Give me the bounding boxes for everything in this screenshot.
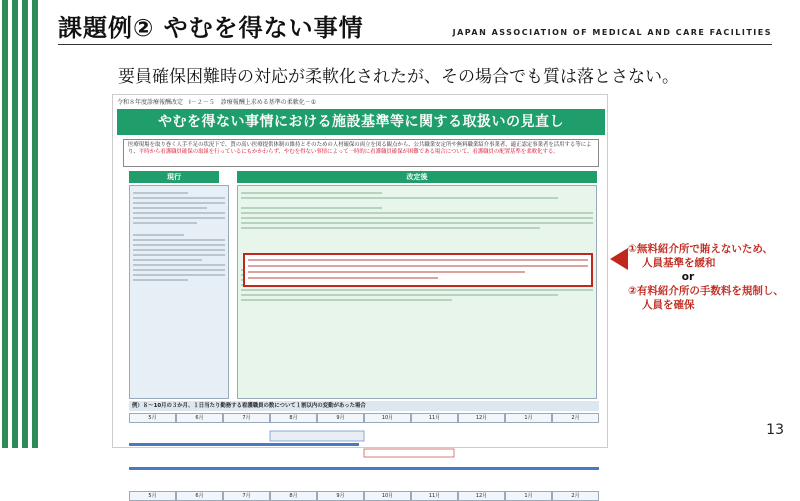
- callout-arrow: [610, 248, 628, 270]
- month-cell: 10月: [364, 413, 411, 423]
- month-cell: 9月: [317, 413, 364, 423]
- month-cell: 6月: [176, 491, 223, 501]
- title-rule: [58, 44, 772, 45]
- document-header: 令和８年度診療報酬改定 Ⅰ－２－５ 診療報酬上求める基準の柔軟化－①: [117, 99, 317, 106]
- revised-pane: [237, 185, 597, 399]
- intro-text-red: 平時から看護職員確保の取組を行っているにもかかわらず、やむを得ない事情によって一時的に看護職員確保が困難である場合について、看護職員の配置基準を柔軟化する。: [138, 149, 559, 155]
- callout-line-4: 人員を確保: [642, 299, 695, 311]
- highlighted-text-lines: [245, 259, 591, 279]
- month-cell: 2月: [552, 491, 599, 501]
- month-cell: 9月: [317, 491, 364, 501]
- month-cell: 1月: [505, 413, 552, 423]
- intro-text: 医療現場を取り巻く人手不足の状況下で、質の高い医療提供体制の維持とそのための人材確保の両立を図る観点から、公共職業安定所や無料職業紹介事業者、適正認定事業者を活用する等により、: [128, 142, 592, 155]
- month-cell: 8月: [270, 413, 317, 423]
- month-cell: 1月: [505, 491, 552, 501]
- slide-subtitle: 要員確保困難時の対応が柔軟化されたが、その場合でも質は落とさない。: [118, 67, 679, 87]
- organization-name: JAPAN ASSOCIATION OF MEDICAL AND CARE FACILITIES: [452, 28, 772, 37]
- current-text-lines: [133, 192, 225, 281]
- current-pane: [129, 185, 229, 399]
- month-cell: 2月: [552, 413, 599, 423]
- document-banner: やむを得ない事情における施設基準等に関する取扱いの見直し: [117, 109, 605, 135]
- callout-note: [628, 242, 798, 312]
- callout-or: or: [681, 271, 695, 283]
- month-cell: 11月: [411, 491, 458, 501]
- example-label: 例）８～10月の３か月、１日当たり勤務する看護職員の数について１割以内の変動があった場合: [129, 401, 599, 411]
- page-number: 13: [766, 422, 784, 438]
- callout-line-2: 人員基準を緩和: [642, 257, 716, 269]
- month-cell: 8月: [270, 491, 317, 501]
- month-cell: 6月: [176, 413, 223, 423]
- slide-title: 課題例② やむを得ない事情: [58, 14, 364, 42]
- month-cell: 7月: [223, 413, 270, 423]
- month-cell: 5月: [129, 413, 176, 423]
- revised-header: 改定後: [237, 171, 597, 183]
- month-cell: 12月: [458, 491, 505, 501]
- month-cell: 7月: [223, 491, 270, 501]
- embedded-document: [112, 94, 608, 499]
- month-cell: 5月: [129, 491, 176, 501]
- months-row: [129, 413, 599, 423]
- callout-line-1: ①無料紹介所で賄えないため、: [628, 243, 773, 255]
- month-cell: 11月: [411, 413, 458, 423]
- current-header: 現行: [129, 171, 219, 183]
- timeline-diagram: [129, 427, 599, 475]
- callout-line-3: ②有料紹介所の手数料を規制し、: [628, 285, 784, 297]
- month-cell: 12月: [458, 413, 505, 423]
- highlighted-provision: [243, 253, 593, 287]
- month-cell: 10月: [364, 491, 411, 501]
- months-row-second: [129, 491, 599, 501]
- decorative-stripes: [0, 0, 40, 448]
- intro-box: [123, 139, 599, 167]
